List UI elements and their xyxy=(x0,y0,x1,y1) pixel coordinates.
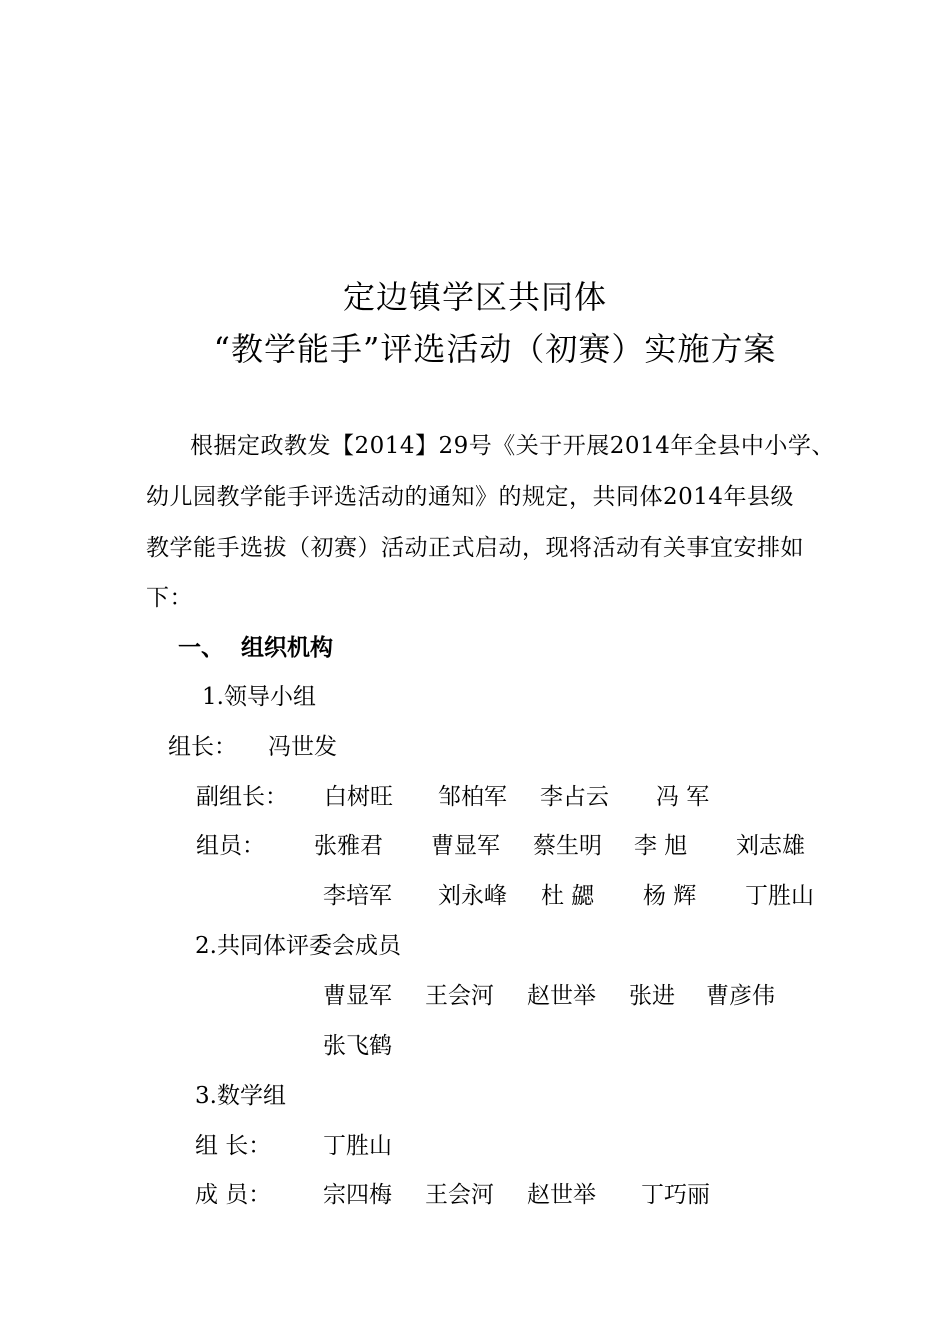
deputy-name: 白树旺 xyxy=(324,784,393,810)
member-name: 曹显军 xyxy=(431,833,500,859)
member-name: 张雅君 xyxy=(314,833,383,859)
member-name: 蔡生明 xyxy=(533,833,602,859)
judge-name: 曹彦伟 xyxy=(706,983,775,1009)
member-name: 刘永峰 xyxy=(438,883,507,909)
member-name: 杜 勰 xyxy=(541,883,595,909)
member-name: 李 旭 xyxy=(634,833,688,859)
math-members-label: 成 员： xyxy=(195,1182,272,1208)
member-name: 刘志雄 xyxy=(736,833,805,859)
deputy-name: 邹柏军 xyxy=(438,784,507,810)
document-title-line2: “教学能手”评选活动（初赛）实施方案 xyxy=(213,330,777,368)
math-member-name: 宗四梅 xyxy=(323,1182,392,1208)
math-member-name: 赵世举 xyxy=(527,1182,596,1208)
deputy-name: 李占云 xyxy=(540,784,609,810)
deputy-name: 冯 军 xyxy=(656,784,710,810)
document-title-line1: 定边镇学区共同体 xyxy=(342,278,607,316)
judge-name: 张进 xyxy=(629,983,675,1009)
math-leader-label: 组 长： xyxy=(195,1133,272,1159)
members-label: 组员： xyxy=(196,833,265,859)
judge-name: 张飞鹤 xyxy=(323,1033,392,1059)
subsection-heading-judges: 2.共同体评委会成员 xyxy=(195,933,401,959)
leader-name: 冯世发 xyxy=(268,734,337,760)
intro-line-2: 幼儿园教学能手评选活动的通知》的规定，共同体2014年县级 xyxy=(146,484,795,510)
intro-line-1: 根据定政教发【2014】29号《关于开展2014年全县中小学、 xyxy=(190,433,835,459)
intro-line-4: 下： xyxy=(146,585,193,611)
member-name: 杨 辉 xyxy=(643,883,697,909)
member-name: 丁胜山 xyxy=(745,883,814,909)
judge-name: 王会河 xyxy=(425,983,494,1009)
judge-name: 赵世举 xyxy=(527,983,596,1009)
intro-line-3: 教学能手选拔（初赛）活动正式启动，现将活动有关事宜安排如 xyxy=(146,535,804,561)
deputy-label: 副组长： xyxy=(196,784,288,810)
subsection-heading-math: 3.数学组 xyxy=(195,1083,286,1109)
subsection-heading-leadership: 1.领导小组 xyxy=(202,684,316,710)
math-member-name: 丁巧丽 xyxy=(641,1182,710,1208)
member-name: 李培军 xyxy=(323,883,392,909)
section-number: 一、 xyxy=(178,634,224,661)
math-member-name: 王会河 xyxy=(425,1182,494,1208)
leader-label: 组长： xyxy=(168,734,237,760)
section-heading: 组织机构 xyxy=(241,634,333,661)
judge-name: 曹显军 xyxy=(323,983,392,1009)
math-leader-name: 丁胜山 xyxy=(323,1133,392,1159)
